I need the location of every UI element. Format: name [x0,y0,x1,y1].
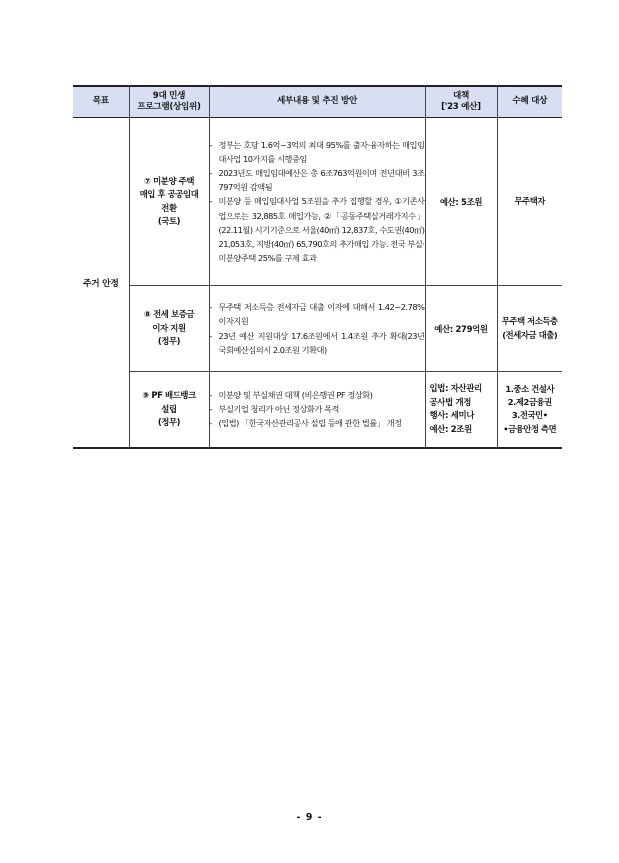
detail-item: - 미분양 등 매입임대사업 5조원을 추가 집행할 경우, ①기존사업으로는 32,885호 매입가능, ②「공동주택실거래가지수」(22.11월) 시기기준으로 서울(40㎡) 12,837호, 수도권(40㎡) 21,053호, 지방(40㎡) 65,790호의 추가매입 가능. 전국 부실·미분양주택 25%를 구제 효과 [210,194,425,265]
header-budget [425,86,497,118]
detail-item: - (입법) 「한국자산관리공사 설립 등에 관한 법률」 개정 [210,416,425,430]
target-cell [497,372,562,448]
table-row [73,118,562,286]
budget-cell [425,372,497,448]
program-line: (국토) [157,215,181,226]
header-goal: 목표 [73,86,129,118]
detail-list [210,388,425,430]
header-target: 수혜 대상 [497,86,562,118]
budget-line: 예산: 5조원 [439,196,483,207]
header-detail: 세부내용 및 추진 방안 [209,86,425,118]
program-cell [129,286,209,372]
target-line: 1.중소 건설사 [505,383,555,394]
goal-cell: 주거 안정 [73,118,129,448]
detail-cell [209,118,425,286]
detail-item: - 23년 예산 지원대상 17.6조원에서 1.4조원 추가 확대(23년 국회예산심의시 2.0조원 기확대) [210,329,425,357]
target-line: 무주택자 [514,195,545,206]
detail-cell [209,286,425,372]
program-line: ⑨ PF 배드뱅크 [142,390,196,401]
target-line: •금융안정 측면 [503,423,557,434]
budget-line: 예산: 279억원 [434,323,488,334]
detail-cell [209,372,425,448]
header-budget-line: 대책 [452,90,469,101]
program-line: 설립 [161,403,177,414]
detail-item: - 2023년도 매입임대예산은 총 6조763억원이며 전년대비 3조797억원 감액됨 [210,166,425,194]
detail-item: - 무주택 저소득층 전세자금 대출 이자에 대해서 1.42~2.78% 이자지원 [210,300,425,328]
program-line: (정무) [157,416,181,427]
program-line: 이자 지원 [152,322,186,333]
header-budget-line: ['23 예산] [441,102,481,112]
target-line: (전세자금 대출) [502,329,558,340]
target-cell [497,118,562,286]
target-cell [497,286,562,372]
page-number: - 9 - [296,812,323,823]
target-line: 2.제2금융권 [507,396,552,407]
budget-cell [425,118,497,286]
program-line: 전환 [161,202,177,213]
table-row [73,372,562,448]
program-cell [129,118,209,286]
budget-line: 행사: 세미나 [429,410,475,421]
policy-table [73,85,562,449]
program-line: ⑦ 미분양 주택 [143,175,195,186]
program-cell [129,372,209,448]
budget-line: 입법: 자산관리 [429,383,482,394]
program-line: 매입 후 공공임대 [139,189,199,200]
table-row [73,286,562,372]
detail-item: - 부실기업 청리가 아닌 정상화가 목적 [210,402,425,416]
detail-list [210,300,425,356]
detail-list [210,138,425,265]
header-program-line: 9대 민생 [152,90,186,101]
header-program [129,86,209,118]
budget-cell [425,286,497,372]
detail-item: - 정부는 호당 1.6억~3억의 최대 95%를 출자·융자하는 매입임대사업 10가지를 시행중임 [210,138,425,166]
detail-item: - 미분양 및 부실채권 대책 (비은행권 PF 정상화) [210,388,425,402]
budget-line: 예산: 2조원 [429,423,472,434]
target-line: 무주택 저소득층 [501,316,558,327]
target-line: 3.전국민• [511,410,548,421]
header-program-line: 프로그램(상임위) [137,102,201,112]
program-line: ⑧ 전세 보증금 [143,309,195,320]
program-line: (정무) [157,336,181,347]
budget-line: 공사법 개정 [429,396,472,407]
header-row [73,86,562,118]
